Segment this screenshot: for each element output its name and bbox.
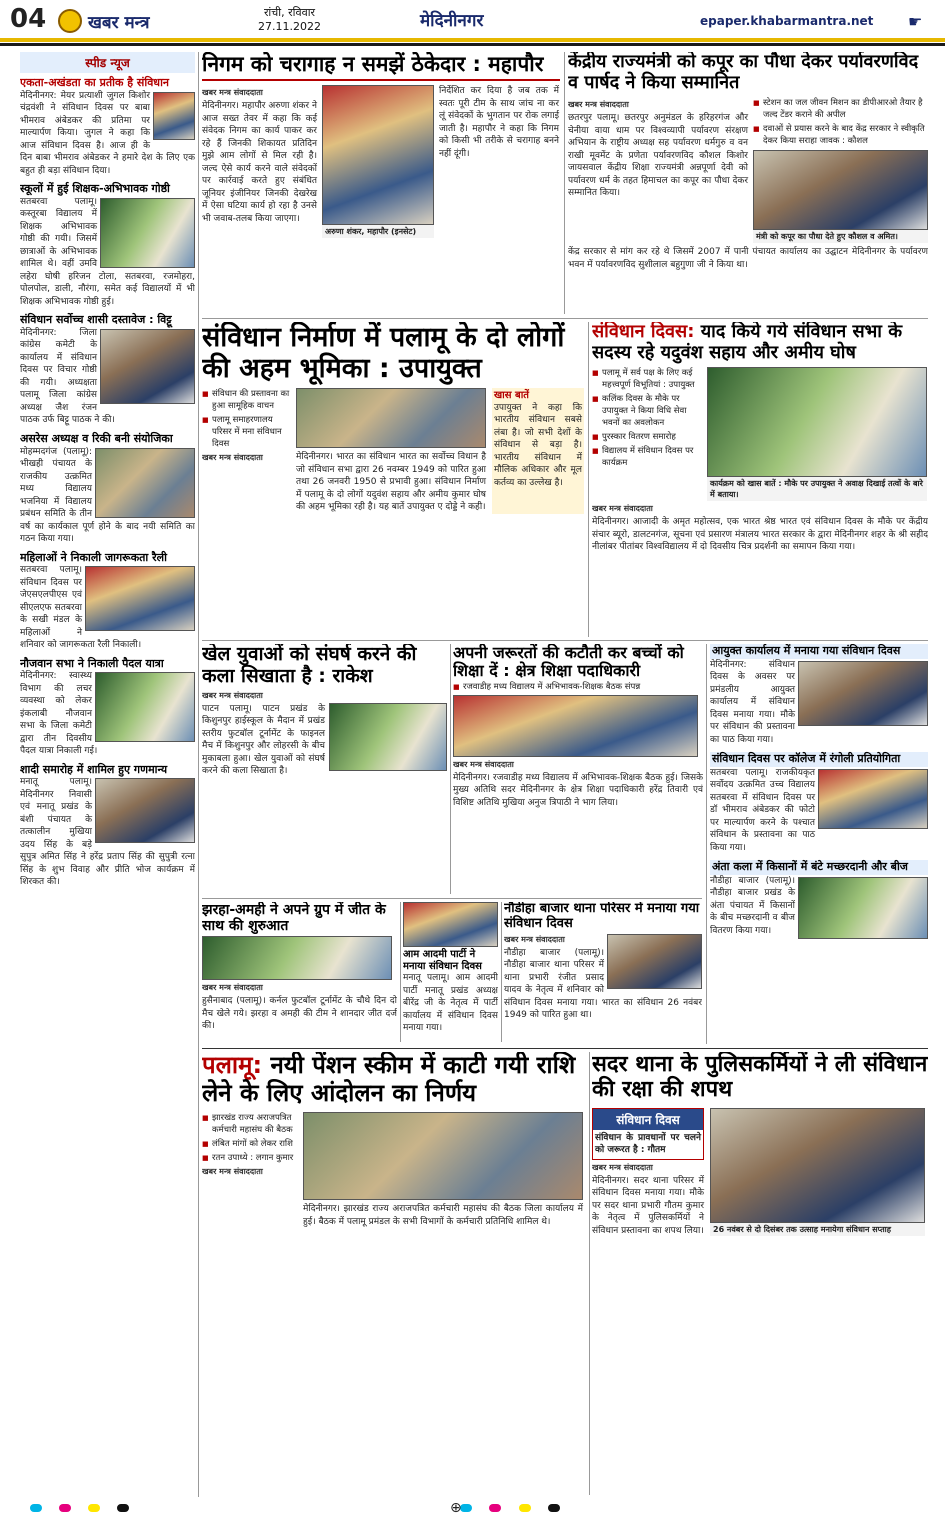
police-oath-photo <box>710 1108 925 1223</box>
sports-story <box>202 644 447 894</box>
mayor-photo <box>322 85 434 225</box>
byline: खबर मन्त्र संवाददाता <box>568 100 629 110</box>
march-photo <box>95 672 195 742</box>
story-headline: सदर थाना के पुलिसकर्मियों ने ली संविधान की रक्षा की शपथ <box>592 1052 928 1103</box>
highlight-item: ■ लंबित मांगों को लेकर राशि <box>202 1138 297 1150</box>
story-headline: शादी समारोह में शामिल हुए गणमान्य <box>20 762 168 776</box>
story-headline: निगम को चरागाह न समझें ठेकेदार : महापौर <box>202 52 560 81</box>
story-headline: केंद्रीय राज्यमंत्री को कपूर का पौधा देकर पर्यावरणविद व पार्षद ने किया सम्मानित <box>568 52 919 93</box>
story-body: मेदिनीनगर। महापौर अरुणा शंकर ने आज सख्त तेवर में कहा कि कई संवेदक निगम का कार्य पाकर कर रहे हैं जिनकी शिकायत प्रतिदिन मुझे आम लोगों से मिल रही है। जल्द ऐसे कार्य करने वाले संवेदकों पर कार्रवाई करते हुए संबंधित जूनियर इंजीनियर जिनकी देखरेख में ऐसा घटिया कार्य हो रहा है उनसे भी जवाब-तलब किया जाएगा। <box>202 101 317 224</box>
story-body: मेदिनीनगर। सदर थाना परिसर में संविधान दिवस मनाया गया। मौके पर सदर थाना प्रभारी गौतम कुमार के नेतृत्व में पुलिसकर्मियों ने संविधान प्रस्तावना का शपथ लिया। <box>592 1175 704 1236</box>
story-headline: असरेस अध्यक्ष व रिकी बनी संयोजिका <box>20 431 173 445</box>
story-body: केंद्र सरकार से मांग कर रहे थे जिसमें 2007 में पानी पंचायत कार्यालय का उद्घाटन मेदिनीनगर के पर्यावरण भवन में पर्यावरणविद सुशीलाल बहुगुणा जी ने किया था। <box>568 247 928 270</box>
column-divider <box>706 644 707 1044</box>
side-body: उपायुक्त ने कहा कि भारतीय संविधान सबसे लंबा है। जो सभी देशों के संविधान से बड़ा है। भारतीय संविधान में मौलिक अधिकार और मूल कर्तव्य का उल्लेख है। <box>494 402 582 488</box>
highlights-list <box>453 681 703 693</box>
section-rule <box>202 1048 928 1049</box>
school-photo <box>100 198 195 268</box>
highlight-item: ■ पलामू में सर्व पक्ष के लिए कई महत्त्वपूर्ण विभूतियां : उपायुक्त <box>592 367 702 391</box>
story-body: मेदिनीनगर। झारखंड राज्य अराजपत्रित कर्मचारी महासंघ की बैठक जिला कार्यालय में हुई। बैठक में पलामू प्रमंडल के सभी विभागों के कर्मचारी प्रतिनिधि शामिल थे। <box>303 1204 583 1227</box>
lead-story <box>202 322 584 637</box>
highlight-item: ■ स्टेशन का जल जीवन मिशन का डीपीआरओ तैयार है जल्द टेंडर कराने की अपील <box>753 97 928 121</box>
info-box-text: संविधान के प्रावधानों पर चलने को जरूरत है : गौतम <box>595 1132 701 1156</box>
byline: खबर मन्त्र संवाददाता <box>592 1162 653 1172</box>
story-body: सतबरवा पलामू। संविधान दिवस पर जेएसएलपीएस एवं सीएलएफ सतबरवा के सखी मंडल के महिलाओं ने शनिवार को जागरूकता रैली निकाली। <box>20 565 142 651</box>
party-photo <box>403 902 498 947</box>
rangoli-photo <box>818 769 928 829</box>
education-story <box>453 644 703 894</box>
police-oath-story <box>592 1052 928 1495</box>
dateline <box>258 6 321 34</box>
story-body: मेदिनीनगर: संविधान दिवस के अवसर पर प्रमंडलीय आयुक्त कार्यालय में संविधान दिवस मनाया गया। मौके पर संविधान की प्रस्तावना का पाठ किया गया। <box>710 659 795 745</box>
story-headline: अपनी जरूरतों की कटौती कर बच्चों को शिक्षा दें : क्षेत्र शिक्षा पदाधिकारी <box>453 644 684 681</box>
byline: खबर मन्त्र संवाददाता <box>202 453 263 463</box>
story-body: हुसैनाबाद (पलामू)। कर्नल फुटबॉल टूर्नामेंट के चौथे दिन दो मैच खेले गये। झरहा व अमही की टीम ने शानदार जीत दर्ज की। <box>202 996 397 1032</box>
column-divider <box>588 322 589 637</box>
story-headline: अंता कला में किसानों में बंटे मच्छरदानी और बीज <box>710 860 928 875</box>
date: 27.11.2022 <box>258 20 321 33</box>
story-headline: झरहा-अमही ने अपने ग्रुप में जीत के साथ की शुरुआत <box>202 902 386 935</box>
highlight-item: ■ संविधान की प्रस्तावना का हुआ सामूहिक वाचन <box>202 388 290 412</box>
naudiha-story <box>504 902 702 1042</box>
section-rule <box>202 640 928 641</box>
minister-story <box>568 52 928 314</box>
cyan-mark <box>460 1504 472 1512</box>
rally-photo <box>85 566 195 631</box>
story-body: निर्देशित कर दिया है जब तक में स्वतः पूरी टीम के साथ जांच ना कर लूं संवेदकों के भुगतान पर रोक लगाई जाती है। महापौर ने कहा कि निगम को किसी भी तरीके से चरागाह बनने नहीं दूंगी। <box>439 86 559 159</box>
wedding-photo <box>95 778 195 843</box>
story-headline: नौडीहा बाजार थाना परिसर में मनाया गया संविधान दिवस <box>504 902 700 931</box>
farmers-photo <box>798 877 928 939</box>
exhibition-photo <box>707 367 927 477</box>
highlights-list <box>592 367 702 469</box>
story-headline: खेल युवाओं को संघर्ष करने की कला सिखाता है : राकेश <box>202 644 417 687</box>
info-box <box>592 1108 704 1160</box>
photo-caption: कार्यक्रम को खास बातें : मौके पर उपायुक्त ने अवाक्ष दिखाई तत्वों के बारे में बताया। <box>707 477 927 501</box>
brand-name: खबर मन्त्र <box>88 13 150 33</box>
meeting-photo <box>453 695 698 757</box>
story-headline: महिलाओं ने निकाली जागरूकता रैली <box>20 550 167 564</box>
column-divider <box>589 1052 590 1495</box>
story-body: मेदिनीनगर: जिला कांग्रेस कमेटी के कार्यालय में संविधान दिवस पर विचार गोष्ठी की गयी। अध्यक्षता पलामू जिला कांग्रेस अध्यक्ष जैश रंजन पाठक उर्फ बिट्टू पाठक ने की। <box>20 327 115 426</box>
meeting-photo <box>100 329 195 404</box>
ceremony-photo <box>296 388 486 448</box>
highlights-list <box>753 97 928 147</box>
right-column-stories <box>710 644 928 1044</box>
highlight-item: ■ रतन उपाध्ये : लगान कुमार <box>202 1152 297 1164</box>
lead-headline: संविधान निर्माण में पलामू के दो लोगों की अहम भूमिका : उपायुक्त <box>202 322 565 385</box>
union-meeting-photo <box>303 1112 583 1200</box>
byline: खबर मन्त्र संवाददाता <box>592 504 653 514</box>
story-body: नौडीहा बाजार (पलामू)। नौडीहा बाजार थाना परिसर में थाना प्रभारी रंजीत प्रसाद यादव के नेतृत्व में शनिवार को संविधान दिवस मनाया गया। भारत का संविधान 26 नवंबर 1949 को पारित हुआ था। <box>504 947 702 1021</box>
speed-news-column <box>20 52 195 1497</box>
story-headline: संविधान सर्वोच्च शासी दस्तावेज : विट्टू <box>20 313 172 327</box>
story-headline: एकता-अखंडता का प्रतीक है संविधान <box>20 76 170 89</box>
byline: खबर मन्त्र संवाददाता <box>202 1167 263 1177</box>
registration-target-icon: ⊕ <box>450 1500 462 1516</box>
story-headline: संविधान दिवस पर कॉलेज में रंगोली प्रतियोगिता <box>710 752 928 767</box>
portrait-photo <box>153 92 195 140</box>
byline: खबर मन्त्र संवाददाता <box>504 934 565 944</box>
highlight-item: ■ कलिंक दिवस के मौके पर उपायुक्त ने किया विधि सेवा भवनों का अवलोकन <box>592 393 702 429</box>
magenta-mark <box>489 1504 501 1512</box>
story-headline: याद किये गये संविधान सभा के सदस्य रहे यदुवंश सहाय और अमीय घोष <box>592 322 903 363</box>
story-body: मेदिनीनगर। रजवाडीह मध्य विद्यालय में अभिभावक-शिक्षक बैठक हुई। जिसके मुख्य अतिथि सदर मेदिनीनगर के क्षेत्र शिक्षा पदाधिकारी हरेंद्र तिवारी एवं विशिष्ट अतिथि मुखिया अनुज त्रिपाठी ने भाग लिया। <box>453 772 703 808</box>
highlights-list <box>202 1112 297 1164</box>
photo-caption: मंत्री को कपूर का पौधा देते हुए कौशल व अमित। <box>753 230 928 243</box>
cyan-mark <box>30 1504 42 1512</box>
team-photo <box>202 936 392 980</box>
site-url[interactable]: epaper.khabarmantra.net <box>700 14 874 28</box>
kicker: पलामू: <box>202 1052 263 1079</box>
logo-icon <box>58 9 82 33</box>
highlight-item: ■ पुरस्कार वितरण समारोह <box>592 431 702 443</box>
story-body: सतबरवा पलामू। राजकीयकृत सर्वोदय उत्क्रमित उच्च विद्यालय सतबरवा में संविधान दिवस पर डॉ भीमराव अंबेडकर की फोटो पर माल्यार्पण करने के पश्चात संविधान के प्रस्तावना का पाठ किया गया। <box>710 767 815 853</box>
story-body: मेदिनीनगर। आजादी के अमृत महोत्सव, एक भारत श्रेष्ठ भारत एवं संविधान दिवस के मौके पर केंद्रीय संचार ब्यूरो, डालटनगंज, सूचना एवं प्रसारण मंत्रालय भारत सरकार के द्वारा मेदिनीनगर शहर के श्री सहीद नीलांबर पीतांबर विश्वविद्यालय में दो दिवसीय चित्र प्रदर्शनी का समापन किया गया। <box>592 517 928 553</box>
kicker: संविधान दिवस: <box>592 322 695 342</box>
pension-story <box>202 1052 586 1495</box>
story-body: मोहम्मदगंज (पलामू): भीखही पंचायत के राजकीय उत्क्रमित मध्य विद्यालय भजनिया में विद्यालय प्रबंधन समिति के तीन वर्ष का कार्यकाल पूर्ण होने के बाद नयी समिति का गठन किया गया। <box>20 446 195 545</box>
story-body: मेदिनीनगर: मेयर प्रत्याशी जुगल किशोर चंद्रवंशी ने संविधान दिवस पर बाबा भीमराव अंबेडकर की प्रतिमा पर माल्यार्पण किया। जुगल ने कहा कि आज संविधान दिवस है। आज ही के दिन बाबा भीमराव अंबेडकर ने हमारे देश के लिए एक बहुत ही बड़ा संविधान दिया। <box>20 90 195 176</box>
mayor-story <box>202 52 560 314</box>
yellow-mark <box>88 1504 100 1512</box>
story-headline: नयी पेंशन स्कीम में काटी गयी राशि लेने के लिए आंदोलन का निर्णय <box>202 1052 576 1107</box>
story-body: नौडीहा बाजार (पलामू)। नौडीहा बाजार प्रखंड के अंता पंचायत में किसानों के बीच मच्छरदानी व बीज वितरण किया गया। <box>710 875 795 936</box>
photo-caption: 26 नवंबर से दो दिसंबर तक उत्साह मनायेगा संविधान सप्ताह <box>710 1223 925 1236</box>
highlight-item: ■ दवाओं से प्रयास करने के बाद केंद्र सरकार ने स्वीकृति देकर किया सराहा जावक : कौशल <box>753 123 928 147</box>
aap-story <box>403 902 498 1042</box>
photo-caption: अरुणा शंकर, महापौर (इनसेट) <box>322 225 434 238</box>
police-station-photo <box>607 934 702 989</box>
edition-name: मेदिनीनगर <box>420 11 484 31</box>
story-headline: नौजवान सभा ने निकाली पैदल यात्रा <box>20 656 164 670</box>
column-divider <box>450 644 451 894</box>
column-divider <box>564 52 565 314</box>
story-body: सतबरवा पलामू। कस्तूरबा विद्यालय में शिक्षक अभिभावक गोष्ठी की गयी। जिसमें छात्राओं के अभिभावक शामिल थे। वहीं उमवि लहेरा घोषी हरिजन टोला, सतबरवा, रजमोहरा, पोलपोल, डाली, नौरंगा, समेत कई विद्यालयों में भी शिक्षक अभिभावक गोष्ठी हुई। <box>20 196 195 307</box>
byline: खबर मन्त्र संवाददाता <box>202 690 263 700</box>
black-mark <box>117 1504 129 1512</box>
committee-photo <box>95 448 195 518</box>
football-photo <box>329 703 447 771</box>
pointer-hand-icon: ☛ <box>908 12 923 31</box>
lead-body: मेदिनीनगर। भारत का संविधान भारत का सर्वोच्च विधान है जो संविधान सभा द्वारा 26 नवम्बर 1949 को पारित हुआ तथा 26 जनवरी 1950 से प्रभावी हुआ। संविधान निर्माण में पलामू के दो लोगों यदुवंश सहाय और अमीय कुमार घोष की अहम भूमिका रही है। यह बातें उपायुक्त ए दोड्डे ने कही। <box>296 452 486 513</box>
story-body: मनातू पलामू। मेदिनीनगर निवासी एवं मनातू प्रखंड के बंशी पंचायत के तत्कालीन मुखिया उदय सिंह के बड़े सुपुत्र अमित सिंह ने हरेंद्र प्रताप सिंह की सुपुत्री रत्ना सिंह के शुभ विवाह और प्रीति भोज कार्यक्रम में शिरकत की। <box>20 777 195 888</box>
byline: खबर मन्त्र संवाददाता <box>202 983 263 993</box>
print-registration-marks <box>0 1500 945 1517</box>
column-divider <box>198 52 199 1497</box>
office-photo <box>798 661 928 726</box>
black-mark <box>548 1504 560 1512</box>
story-headline: आम आदमी पार्टी ने मनाया संविधान दिवस <box>403 949 482 972</box>
story-headline: आयुक्त कार्यालय में मनाया गया संविधान दिवस <box>710 644 928 659</box>
city-day: रांची, रविवार <box>263 6 316 19</box>
masthead <box>0 0 945 46</box>
highlight-item: ■ रजवाडीह मध्य विद्यालय में अभिभावक-शिक्षक बैठक संपन्न <box>453 681 703 693</box>
highlight-item: ■ झारखंड राज्य अराजपत्रित कर्मचारी महासंघ की बैठक <box>202 1112 297 1136</box>
story-body: मनातू पलामू। आम आदमी पार्टी मनातू प्रखंड अध्यक्ष बीरेंद्र जी के नेतृत्व में पार्टी कार्यालय में संविधान दिवस मनाया गया। <box>403 973 498 1033</box>
plant-gift-photo <box>753 150 928 230</box>
yellow-mark <box>519 1504 531 1512</box>
story-body: छतरपुर पलामू। छतरपुर अनुमंडल के हरिहरगंज और चेनीया वाया धाम पर विश्वव्यापी पर्यावरण संरक्षण अभियान के राष्ट्रीय अध्यक्ष सह पर्यावरण धर्मगुरु व वन राखी मूवमेंट के प्रणेता पर्यावरणविद कौशल किशोर जायसवाल केंद्रीय शिक्षा राज्यमंत्री अन्नपूर्णा देवी को पर्यावरण धर्म के तहत हिमाचल का कपूर का पौधा देकर सम्मानित किया। <box>568 113 748 199</box>
samvidhan-story <box>592 322 928 637</box>
page-number: 04 <box>10 4 47 34</box>
header-rule <box>0 38 945 42</box>
section-label: स्पीड न्यूज <box>20 52 195 73</box>
highlight-item: ■ पलामू समाहरणालय परिसर में मना संविधान दिवस <box>202 414 290 450</box>
column-divider <box>400 902 401 1042</box>
magenta-mark <box>59 1504 71 1512</box>
section-rule <box>202 898 702 899</box>
football-tournament-story <box>202 902 397 1042</box>
highlight-item: ■ विद्यालय में संविधान दिवस पर कार्यक्रम <box>592 445 702 469</box>
highlights-list <box>202 388 290 450</box>
info-box-title: संविधान दिवस <box>593 1109 703 1130</box>
story-headline: स्कूलों में हुई शिक्षक-अभिभावक गोष्ठी <box>20 182 170 196</box>
side-title: खास बातें <box>494 390 530 402</box>
byline: खबर मन्त्र संवाददाता <box>202 88 263 98</box>
story-body: मेदिनीनगर: स्वास्थ्य विभाग की लचर व्यवस्था को लेकर इंकलाबी नौजवान सभा के जिला कमेटी द्वारा तीन दिवसीय पैदल यात्रा निकाली गई। <box>20 671 98 757</box>
byline: खबर मन्त्र संवाददाता <box>453 759 514 769</box>
section-rule <box>202 318 928 319</box>
story-body: पाटन पलामू। पाटन प्रखंड के किशुनपुर हाईस्कूल के मैदान में प्रखंड स्तरीय फुटबॉल टूर्नामेंट के फाइनल मैच में किशुनपुर और लोहरसी के बीच मुकाबला हुआ। खेल युवाओं को संघर्ष करने की कला सिखाता है। <box>202 703 325 777</box>
column-divider <box>501 902 502 1042</box>
